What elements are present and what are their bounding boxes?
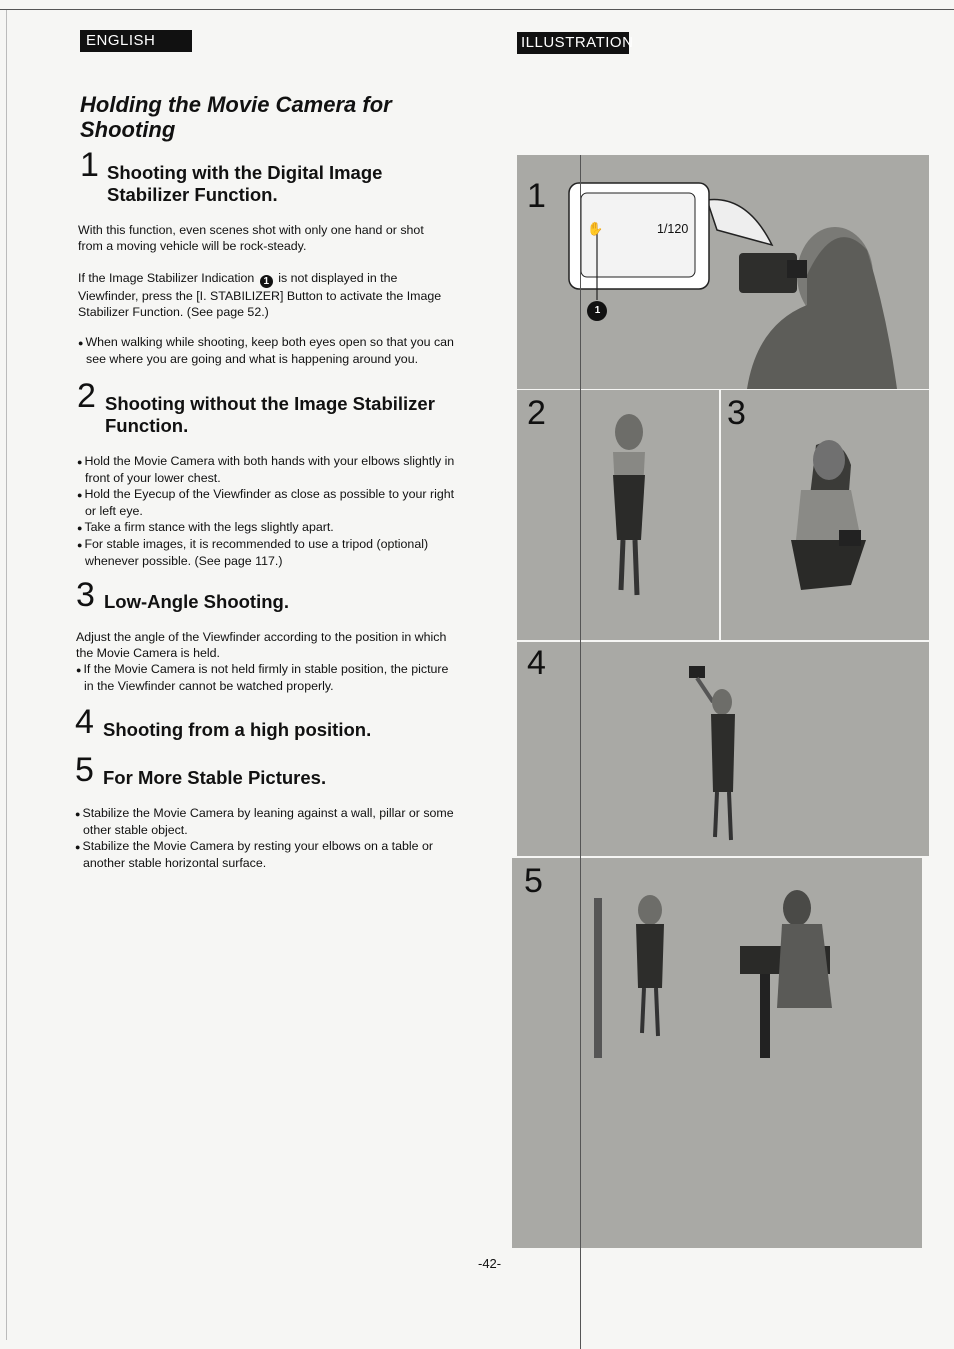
shutter-speed-readout: 1/120 <box>657 222 689 236</box>
section-heading: For More Stable Pictures. <box>103 767 327 788</box>
section-3-intro: Adjust the angle of the Viewfinder according to the position in which the Movie Camera is held. <box>76 630 447 660</box>
panel-number: 5 <box>524 862 543 900</box>
page-title <box>80 92 440 142</box>
bullet-item: ● Stabilize the Movie Camera by leaning against a wall, pillar or some other stable object. <box>75 805 455 838</box>
section-heading: Low-Angle Shooting. <box>104 591 289 612</box>
viewfinder-illustration <box>517 155 929 389</box>
standing-person-illustration <box>517 390 719 640</box>
bullet-item: ● Take a firm stance with the legs slightly apart. <box>77 519 457 536</box>
high-position-person-illustration <box>517 642 929 856</box>
title-line-1: Holding the Movie Camera for <box>80 92 392 117</box>
left-rule <box>6 10 7 1340</box>
section-number: 5 <box>75 751 94 789</box>
section-5-header <box>75 751 455 789</box>
illustration-panel-3 <box>721 390 929 640</box>
panel-number: 3 <box>727 394 746 432</box>
section-heading <box>105 393 465 437</box>
section-4-header <box>75 703 455 741</box>
illustration-panel-5 <box>512 858 922 1248</box>
section-number: 2 <box>77 377 96 415</box>
section-3-header <box>76 576 456 614</box>
illustration-panel-4 <box>517 642 929 856</box>
hand-shake-icon: ✋ <box>587 221 604 236</box>
heading-line: Shooting without the Image Stabilizer <box>105 393 435 414</box>
heading-line: Function. <box>105 415 189 436</box>
language-tag: ENGLISH <box>80 30 192 52</box>
low-angle-person-illustration <box>721 390 929 640</box>
heading-line: Stabilizer Function. <box>107 184 278 205</box>
title-line-2: Shooting <box>80 117 176 142</box>
callout-marker: 1 <box>594 305 601 316</box>
callout-marker: 1 <box>260 275 273 288</box>
section-5-bullets <box>75 805 455 871</box>
panel-number: 2 <box>527 394 546 432</box>
panel-number: 1 <box>527 177 546 215</box>
bullet-item: ● Stabilize the Movie Camera by resting your elbows on a table or another stable horizontal surface. <box>75 838 455 871</box>
paragraph-text: is not displayed in the Viewfinder, press the [I. STABILIZER] Button to activate the Image Stabilizer Function. (See page 52.) <box>78 271 442 319</box>
section-1-intro: With this function, even scenes shot with only one hand or shot from a moving vehicle will be rock-steady. <box>78 223 424 253</box>
bullet-item: ● For stable images, it is recommended to use a tripod (optional) whenever possible. (See page 117.) <box>77 536 457 569</box>
section-heading <box>107 162 467 206</box>
fold-line <box>580 155 581 1349</box>
bullet-item: ● Hold the Movie Camera with both hands with your elbows slightly in front of your lower chest. <box>77 453 457 486</box>
top-rule <box>0 9 954 10</box>
page-number: -42- <box>478 1256 502 1271</box>
bullet-item: ● Hold the Eyecup of the Viewfinder as close as possible to your right or left eye. <box>77 486 457 519</box>
illustration-panel-2 <box>517 390 719 640</box>
section-3-bullet: ● If the Movie Camera is not held firmly in stable position, the picture in the Viewfinder cannot be watched properly. <box>76 661 456 694</box>
section-heading: Shooting from a high position. <box>103 719 372 740</box>
section-1-bullet: ● When walking while shooting, keep both eyes open so that you can see where you are going and what is happening around you. <box>78 334 458 367</box>
section-number: 1 <box>80 146 99 184</box>
heading-line: Shooting with the Digital Image <box>107 162 383 183</box>
illustration-tag: ILLUSTRATION <box>517 32 629 54</box>
section-number: 4 <box>75 703 94 741</box>
paragraph-text: If the Image Stabilizer Indication <box>78 271 255 285</box>
section-number: 3 <box>76 576 95 614</box>
panel-number: 4 <box>527 644 546 682</box>
illustration-panel-1 <box>517 155 929 389</box>
section-2-bullets <box>77 453 457 569</box>
section-1-paragraph <box>78 270 450 320</box>
stable-support-illustration <box>512 858 922 1248</box>
